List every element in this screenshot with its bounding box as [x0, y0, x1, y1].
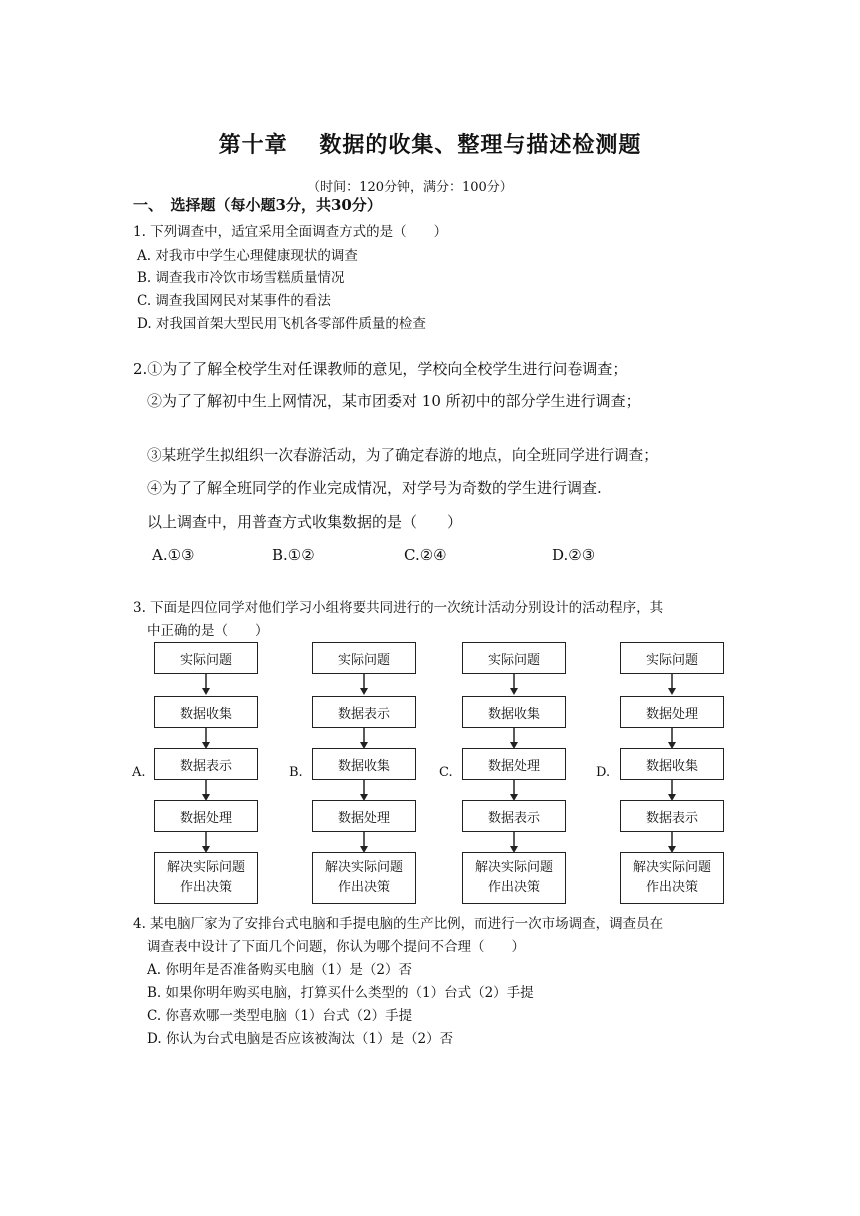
flow-a-step-4: 数据处理 [154, 800, 258, 832]
flow-d-step-5-line-1: 解决实际问题 [632, 860, 711, 875]
arrow-down-icon [154, 728, 258, 750]
flowchart-b [312, 642, 416, 895]
arrow-down-icon [620, 728, 724, 750]
arrow-down-icon [620, 674, 724, 696]
arrow-down-icon [154, 832, 258, 854]
flow-a-step-5-line-2: 作出决策 [179, 880, 232, 895]
arrow-down-icon [462, 832, 566, 854]
arrow-down-icon [462, 780, 566, 802]
flow-a-step-3: 数据表示 [154, 748, 258, 780]
q2-option-b: B.①② [272, 546, 315, 564]
flow-d-step-3: 数据收集 [620, 748, 724, 780]
flow-b-step-4: 数据处理 [312, 800, 416, 832]
flow-a-step-5-line-1: 解决实际问题 [166, 860, 245, 875]
arrow-down-icon [462, 674, 566, 696]
arrow-down-icon [154, 780, 258, 802]
q1-option-c: C. 调查我国网民对某事件的看法 [137, 293, 331, 309]
arrow-down-icon [620, 832, 724, 854]
flow-a-label: A. [132, 765, 146, 780]
page-title: 第十章 数据的收集、整理与描述检测题 [218, 132, 642, 158]
flow-c-step-4: 数据表示 [462, 800, 566, 832]
q4-option-d: D. 你认为台式电脑是否应该被淘汰（1）是（2）否 [147, 1031, 454, 1047]
q2-option-d: D.②③ [552, 546, 596, 564]
flow-d-step-5 [620, 852, 724, 904]
flow-d-step-2: 数据处理 [620, 696, 724, 728]
flow-a-step-2: 数据收集 [154, 696, 258, 728]
q1-option-a: A. 对我市中学生心理健康现状的调查 [137, 248, 358, 264]
flow-c-step-5 [462, 852, 566, 904]
exam-info: （时间：120分钟，满分：100分） [307, 180, 513, 195]
q4-option-a: A. 你明年是否准备购买电脑（1）是（2）否 [147, 962, 413, 978]
q2-line-1: 2.①为了了解全校学生对任课教师的意见，学校向全校学生进行问卷调查； [133, 360, 628, 378]
q4-line-1: 4. 某电脑厂家为了安排台式电脑和手提电脑的生产比例，而进行一次市场调查，调查员在 [133, 916, 664, 932]
q2-line-2: ②为了了解初中生上网情况，某市团委对 10 所初中的部分学生进行调查； [147, 392, 641, 410]
q2-option-c: C.②④ [404, 546, 447, 564]
flow-b-step-3: 数据收集 [312, 748, 416, 780]
flowchart-c [462, 642, 566, 895]
q4-option-b: B. 如果你明年购买电脑，打算买什么类型的（1）台式（2）手提 [147, 985, 534, 1001]
flow-b-step-1: 实际问题 [312, 642, 416, 674]
q2-line-4: ④为了了解全班同学的作业完成情况，对学号为奇数的学生进行调查. [147, 479, 602, 497]
flow-a-step-5 [154, 852, 258, 904]
flow-b-label: B. [289, 765, 303, 780]
arrow-down-icon [312, 728, 416, 750]
flow-c-step-3: 数据处理 [462, 748, 566, 780]
flow-c-step-2: 数据收集 [462, 696, 566, 728]
arrow-down-icon [312, 674, 416, 696]
q1-option-d: D. 对我国首架大型民用飞机各零部件质量的检查 [137, 316, 426, 332]
flow-b-step-5-line-2: 作出决策 [337, 880, 390, 895]
flow-c-step-5-line-2: 作出决策 [487, 880, 540, 895]
flow-b-step-5 [312, 852, 416, 904]
flow-d-step-1: 实际问题 [620, 642, 724, 674]
q1-option-b: B. 调查我市冷饮市场雪糕质量情况 [137, 270, 345, 286]
flow-d-step-4: 数据表示 [620, 800, 724, 832]
q2-option-a: A.①③ [152, 546, 195, 564]
arrow-down-icon [154, 674, 258, 696]
flow-b-step-2: 数据表示 [312, 696, 416, 728]
arrow-down-icon [620, 780, 724, 802]
flowchart-a [154, 642, 258, 895]
q4-option-c: C. 你喜欢哪一类型电脑（1）台式（2）手提 [147, 1008, 413, 1024]
flow-c-label: C. [439, 765, 453, 780]
arrow-down-icon [462, 728, 566, 750]
section-heading: 一、 选择题（每小题3分，共30分） [133, 196, 382, 214]
arrow-down-icon [312, 832, 416, 854]
flow-c-step-1: 实际问题 [462, 642, 566, 674]
q1-stem: 1. 下列调查中，适宜采用全面调查方式的是（ ） [133, 224, 448, 240]
q2-line-5: 以上调查中，用普查方式收集数据的是（ ） [147, 513, 463, 531]
q3-line-2: 中正确的是（ ） [147, 623, 269, 639]
q2-line-3: ③某班学生拟组织一次春游活动，为了确定春游的地点，向全班同学进行调查； [147, 447, 658, 464]
flow-a-step-1: 实际问题 [154, 642, 258, 674]
arrow-down-icon [312, 780, 416, 802]
flow-d-step-5-line-2: 作出决策 [645, 880, 698, 895]
flow-b-step-5-line-1: 解决实际问题 [324, 860, 403, 875]
q4-line-2: 调查表中设计了下面几个问题，你认为哪个提问不合理（ ） [147, 939, 525, 955]
flow-c-step-5-line-1: 解决实际问题 [474, 860, 553, 875]
q3-line-1: 3. 下面是四位同学对他们学习小组将要共同进行的一次统计活动分别设计的活动程序，其 [133, 600, 664, 616]
flowchart-d [620, 642, 724, 895]
flow-d-label: D. [596, 765, 611, 780]
